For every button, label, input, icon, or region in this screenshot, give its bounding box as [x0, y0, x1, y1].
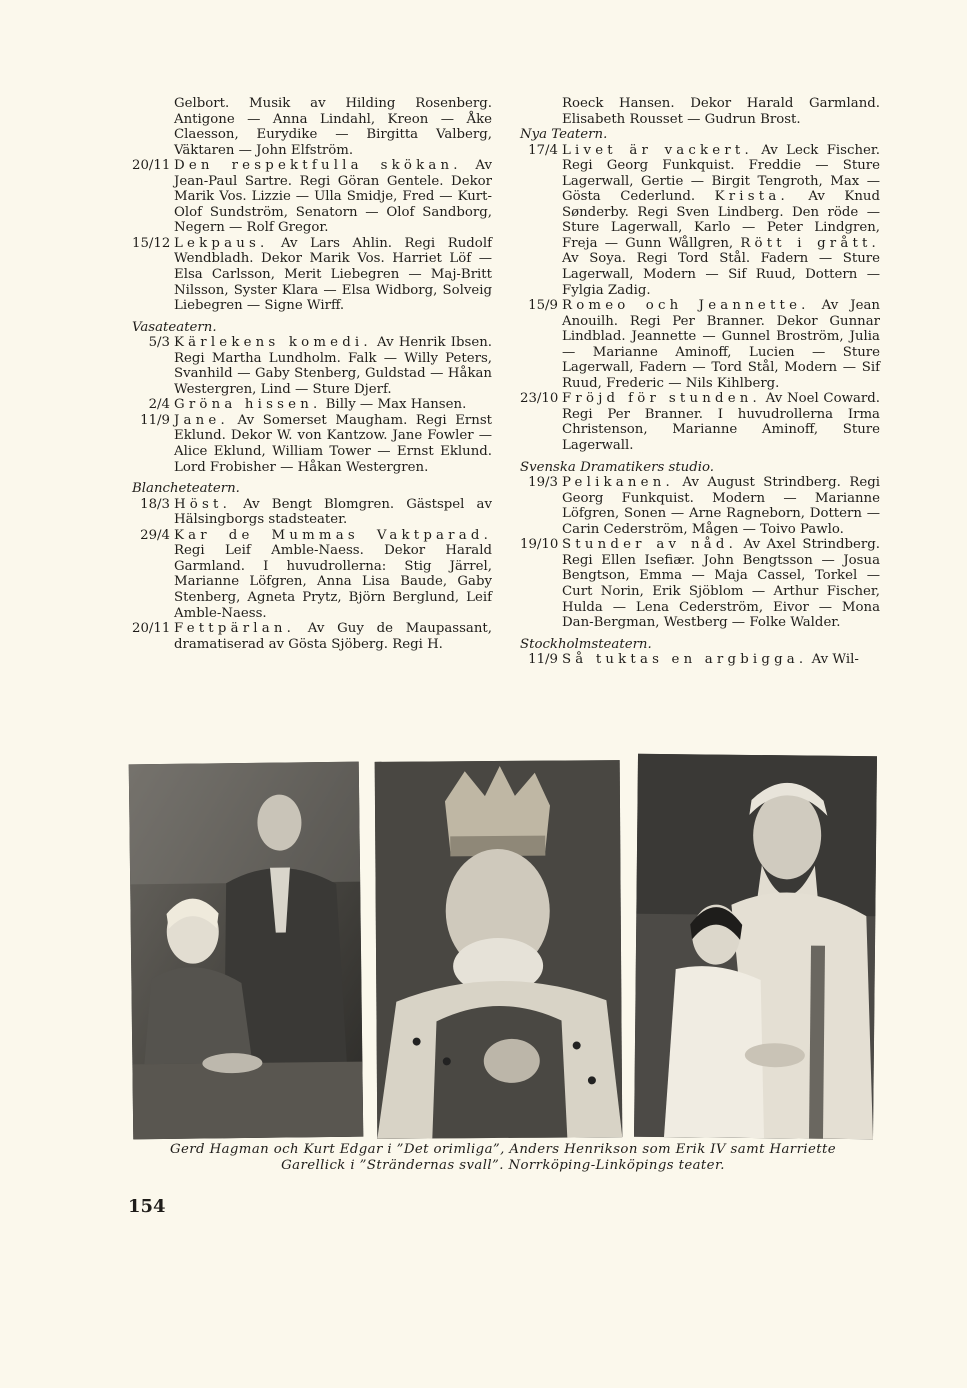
list-item: [132, 397, 492, 413]
entry-date: 15/12: [132, 235, 171, 251]
list-item: [520, 537, 880, 630]
photo-erik-iv-image: [375, 760, 623, 1139]
entry-text: Av August Strindberg. Regi Georg Funkquist. Modern — Marianne Löfgren, Sonen — Arne Ragneborn, Dottern — Carin Cederström, Mågen — Toivo Pawlo.: [562, 475, 880, 537]
play-title: Den respektfulla skökan.: [174, 158, 462, 174]
list-item: [132, 621, 492, 652]
entry-text: Av Bengt Blomgren. Gästspel av Hälsingborgs stadsteater.: [174, 496, 492, 528]
list-item: [132, 236, 492, 314]
caption-line-1: Gerd Hagman och Kurt Edgar i ”Det orimliga”, Anders Henrikson som Erik IV samt Harriette: [169, 1142, 837, 1157]
theater-heading: Svenska Dramatikers studio.: [520, 459, 714, 475]
entry-text: Av Knud Sønderby. Regi Sven Lindberg. Den röde — Sture Lagerwall, Karlo — Peter Lindgren, Freja — Gunn Wållgren,: [562, 189, 881, 251]
entry-date: 11/9: [140, 412, 170, 428]
photo-erik-iv: [375, 760, 623, 1139]
play-title: Kärlekens komedi.: [174, 335, 372, 351]
theater-heading: Blancheteatern.: [132, 481, 240, 497]
play-title: Romeo och Jeannette.: [562, 298, 810, 314]
play-title: Lekpaus.: [174, 235, 269, 251]
intro-text: Gelbort. Musik av Hilding Rosenberg. Antigone — Anna Lindahl, Kreon — Åke Claesson, Eurydike — Birgitta Valberg, Väktaren — John Elfström.: [174, 96, 492, 158]
theater-heading: Stockholmsteatern.: [520, 636, 652, 652]
entry-date: 19/10: [520, 537, 559, 553]
play-title: Gröna hissen.: [174, 397, 322, 413]
entry-date: 20/11: [132, 158, 171, 174]
list-item: [132, 335, 492, 397]
entry-date: 17/4: [528, 142, 558, 158]
entry-text: Av Wil-: [807, 652, 859, 668]
photo-strip: [131, 755, 875, 1140]
entry-text: Av Noel Coward. Regi Per Branner. I huvudrollerna Irma Christenson, Marianne Aminoff, Sture Lagerwall.: [562, 391, 880, 454]
intro-entry: [132, 96, 492, 158]
entry-date: 18/3: [140, 496, 170, 512]
entry-date: 23/10: [520, 391, 559, 407]
entry-text: Regi Leif Amble-Naess. Dekor Harald Garmland. I huvudrollerna: Stig Järrel, Marianne Löfgren, Anna Lisa Baude, Gaby Stenberg, Agneta Prytz, Björn Berglund, Leif Amble-Naess.: [174, 543, 492, 621]
intro-entry: [520, 96, 880, 127]
entry-date: 5/3: [148, 335, 170, 351]
entry-text: Av Axel Strindberg. Regi Ellen Isefiær. John Bengtsson — Josua Bengtson, Emma — Maja Cassel, Torkel — Curt Norin, Erik Sjöblom — Arthur Fischer, Hulda — Lena Cederström, Eivor — Mona Dan-Bergman, Westberg — Folke Walder.: [562, 537, 880, 631]
caption-line-2: Garellick i ”Strändernas svall”. Norrköping-Linköpings teater.: [281, 1158, 725, 1173]
photo-det-orimliga-image: [129, 762, 364, 1140]
play-title: Fröjd för stunden.: [562, 391, 761, 407]
entry-text: Av Jean Anouilh. Regi Per Branner. Dekor Gunnar Lindblad. Jeannette — Gunnel Broström, Julia — Marianne Aminoff, Lucien — Sture Lagerwall, Fadern — Tord Stål, Modern — Sif Ruud, Frederic — Nils Kihlberg.: [562, 298, 880, 391]
play-title: Livet är vackert.: [562, 142, 753, 158]
play-title: Pelikanen.: [562, 475, 674, 491]
list-item: [520, 298, 880, 391]
entry-text: Av Somerset Maugham. Regi Ernst Eklund. Dekor W. von Kantzow. Jane Fowler — Alice Eklund, William Tower — Ernst Eklund. Lord Frobisher — Håkan Westergren.: [174, 412, 492, 475]
entry-date: 19/3: [528, 475, 558, 491]
page-number: 154: [128, 1196, 166, 1217]
photo-caption: [131, 1142, 875, 1174]
list-item: [132, 528, 492, 621]
entry-date: 15/9: [528, 298, 558, 314]
play-title: Kar de Mummas Vaktparad.: [174, 527, 492, 543]
list-item: [132, 497, 492, 528]
entry-text: Av Jean-Paul Sartre. Regi Göran Gentele. Dekor Marik Vos. Lizzie — Ulla Smidje, Fred — Kurt-Olof Sundström, Senatorn — Olof Sandborg, Negern — Rolf Gregor.: [174, 158, 492, 236]
entry-date: 2/4: [148, 397, 170, 413]
intro-text: Roeck Hansen. Dekor Harald Garmland. Elisabeth Rousset — Gudrun Brost.: [562, 96, 880, 127]
play-title: Stunder av nåd.: [562, 537, 738, 553]
play-title: Krista.: [714, 189, 789, 205]
list-item: [520, 652, 880, 668]
entry-text: Billy — Max Hansen.: [321, 397, 467, 413]
entry-text: Av Guy de Maupassant, dramatiserad av Gösta Sjöberg. Regi H.: [174, 621, 492, 652]
theater-heading: Nya Teatern.: [520, 127, 608, 143]
play-title: Jane.: [174, 412, 229, 428]
entry-text: Av Soya. Regi Tord Stål. Fadern — Sture Lagerwall, Modern — Sif Ruud, Dottern — Fylgia Zadig.: [562, 251, 880, 298]
entry-text: Av Henrik Ibsen. Regi Martha Lundholm. Falk — Willy Peters, Svanhild — Gaby Stenberg, Guldstad — Håkan Westergren, Lind — Sture Djerf.: [174, 335, 492, 397]
play-title: Fettpärlan.: [174, 621, 296, 637]
entry-date: 29/4: [140, 527, 170, 543]
list-item: [132, 158, 492, 236]
list-item: [520, 391, 880, 453]
play-title: Höst.: [174, 496, 231, 512]
entry-text: Av Leck Fischer. Regi Georg Funkquist. Freddie — Sture Lagerwall, Gertie — Birgit Tengroth, Max — Gösta Cederlund.: [562, 142, 880, 205]
entry-text: Av Lars Ahlin. Regi Rudolf Wendbladh. Dekor Marik Vos. Harriet Löf — Elsa Carlsson, Merit Liebegren — Maj-Britt Nilsson, Syster Klara — Elsa Widborg, Solveig Liebegren — Signe Wirff.: [174, 235, 492, 314]
entry-date: 20/11: [132, 621, 171, 637]
list-item: [132, 413, 492, 475]
photo-det-orimliga: [129, 762, 364, 1140]
play-title: Så tuktas en argbigga.: [562, 652, 808, 668]
photo-strandernas-svall-image: [634, 754, 877, 1139]
photo-strandernas-svall: [634, 754, 877, 1139]
right-column: [520, 96, 880, 668]
left-column: [132, 96, 492, 652]
theater-heading: Vasateatern.: [132, 319, 217, 335]
entry-date: 11/9: [528, 652, 558, 668]
list-item: [520, 475, 880, 537]
list-item: [520, 143, 880, 298]
play-title: Rött i grått.: [740, 235, 880, 251]
